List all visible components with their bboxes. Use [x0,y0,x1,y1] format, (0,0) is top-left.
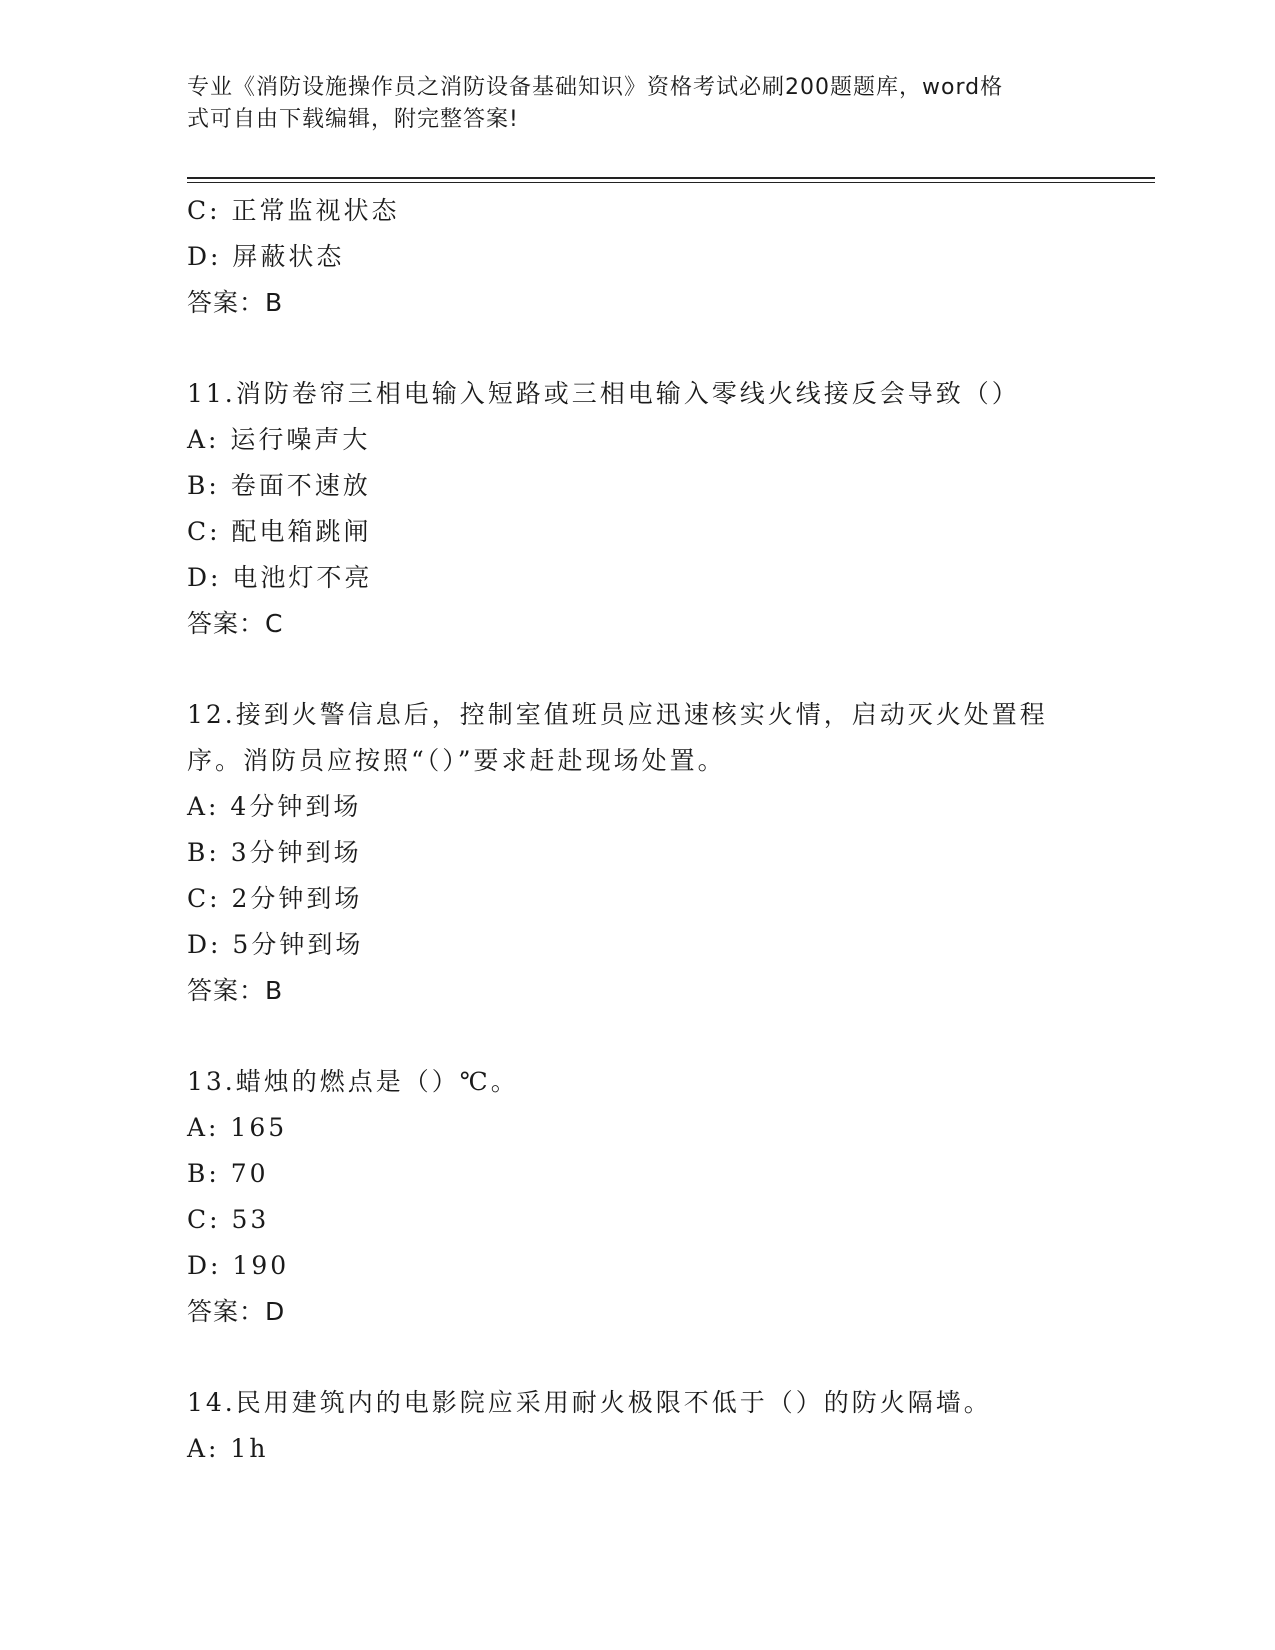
option-b: B: 3分钟到场 [187,838,362,867]
option-a: A: 165 [187,1113,288,1142]
question-12 [187,692,1087,1014]
option-b: B: 卷面不速放 [187,471,371,500]
question-14 [187,1380,1087,1472]
question-stem: 11.消防卷帘三相电输入短路或三相电输入零线火线接反会导致（） [187,379,1020,408]
option-c: C: 正常监视状态 [187,196,400,225]
option-d: D: 5分钟到场 [187,930,364,959]
header-line-1: 专业《消防设施操作员之消防设备基础知识》资格考试必刷200题题库，word格 [187,75,1004,100]
document-header [187,72,1067,136]
question-stem: 13.蜡烛的燃点是（）℃。 [187,1067,519,1096]
option-c: C: 53 [187,1205,270,1234]
answer-line: 答案：B [187,288,284,317]
question-stem: 14.民用建筑内的电影院应采用耐火极限不低于（）的防火隔墙。 [187,1388,992,1417]
option-a: A: 1h [187,1434,269,1463]
question-stem-line-2: 序。消防员应按照“（）”要求赶赴现场处置。 [187,746,726,775]
option-b: B: 70 [187,1159,269,1188]
question-10-continued [187,188,1087,326]
option-a: A: 4分钟到场 [187,792,362,821]
option-d: D: 屏蔽状态 [187,242,345,271]
question-11 [187,371,1087,647]
question-list [187,188,1087,1472]
question-13 [187,1059,1087,1335]
header-divider [187,177,1155,183]
answer-line: 答案：D [187,1297,286,1326]
option-c: C: 配电箱跳闸 [187,517,372,546]
answer-line: 答案：B [187,976,284,1005]
header-line-2: 式可自由下载编辑，附完整答案! [187,107,519,132]
option-d: D: 190 [187,1251,290,1280]
option-a: A: 运行噪声大 [187,425,371,454]
answer-line: 答案：C [187,609,284,638]
option-d: D: 电池灯不亮 [187,563,373,592]
question-stem-line-1: 12.接到火警信息后，控制室值班员应迅速核实火情，启动灭火处置程 [187,700,1048,729]
option-c: C: 2分钟到场 [187,884,363,913]
